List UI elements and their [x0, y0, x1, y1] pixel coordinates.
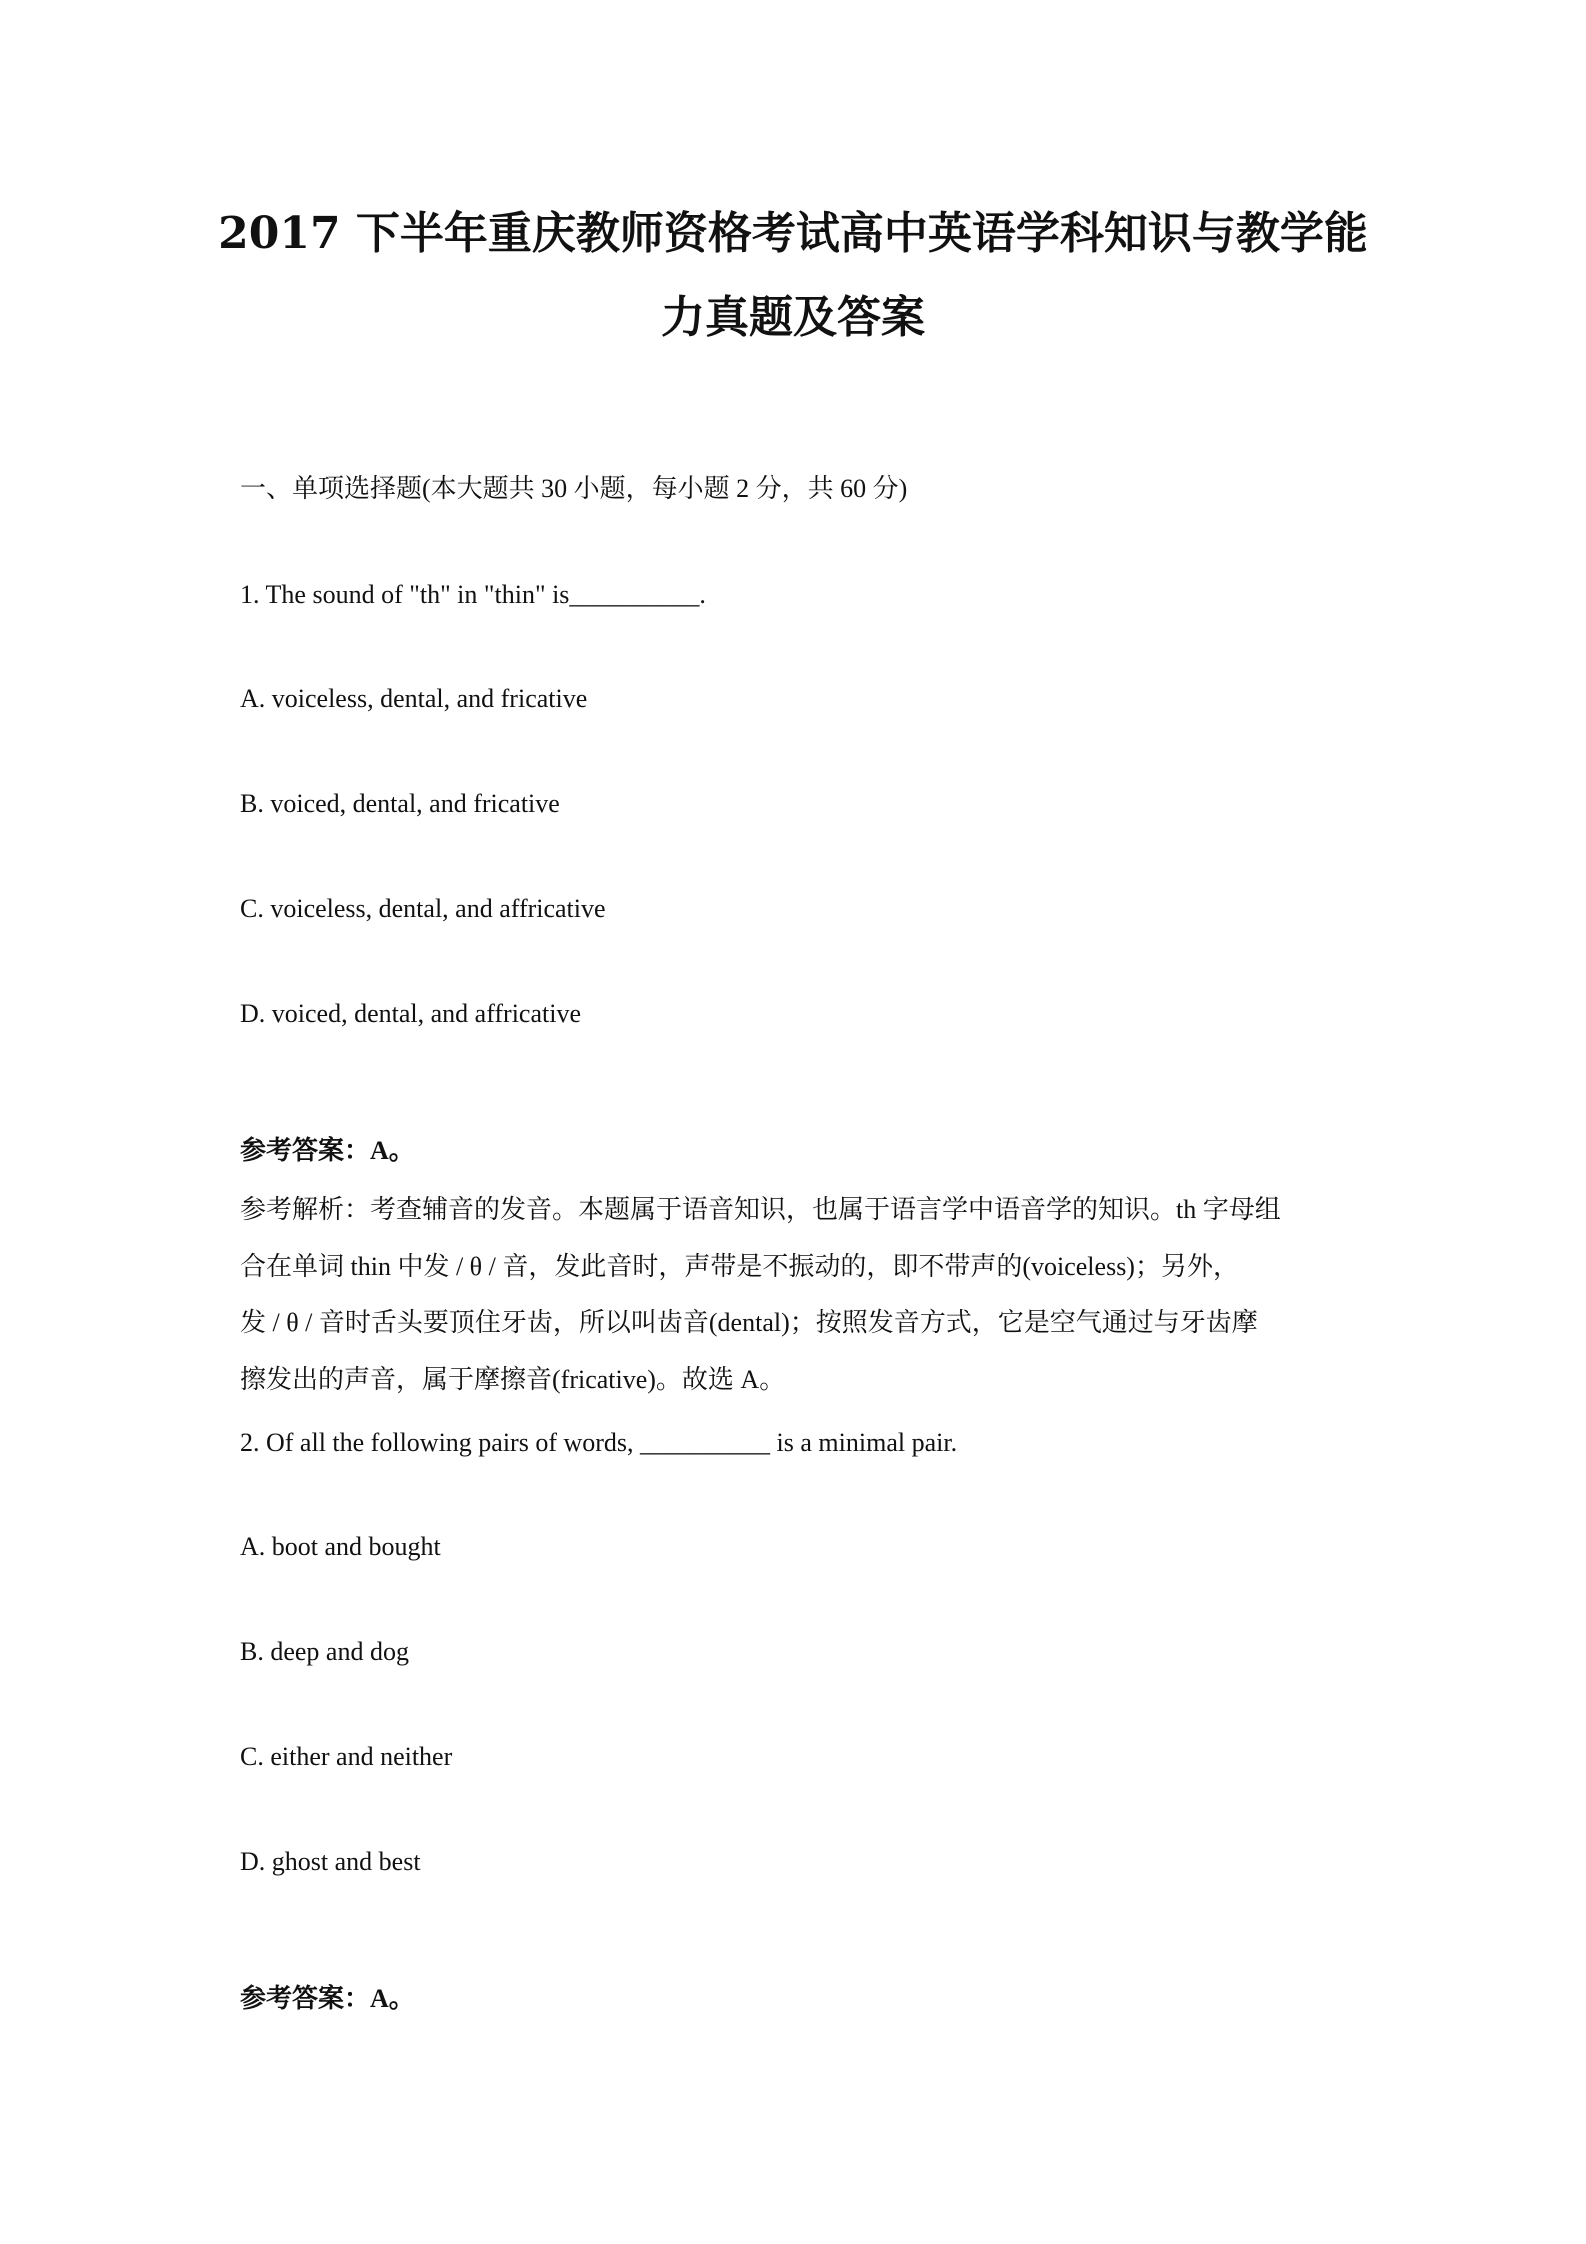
analysis-line: 合在单词 thin 中发 / θ / 音，发此音时，声带是不振动的，即不带声的(voiceless)；另外， — [240, 1251, 1239, 1281]
analysis-line: 发 / θ / 音时舌头要顶住牙齿，所以叫齿音(dental)；按照发音方式，它是空气通过与牙齿摩 — [240, 1308, 1258, 1337]
question-2-option-b: B. deep and dog — [240, 1637, 409, 1666]
question-1-option-b: B. voiced, dental, and fricative — [240, 789, 560, 818]
question-1-option-a: A. voiceless, dental, and fricative — [240, 684, 588, 713]
document-title-line-1: 2017 下半年重庆教师资格考试高中英语学科知识与教学能 — [218, 208, 1368, 259]
section-heading: 一、单项选择题(本大题共 30 小题，每小题 2 分，共 60 分) — [240, 474, 908, 503]
question-2-stem: 2. Of all the following pairs of words, __________ is a minimal pair. — [240, 1428, 958, 1457]
question-2-option-c: C. either and neither — [240, 1742, 453, 1771]
analysis-line: 擦发出的声音，属于摩擦音(fricative)。故选 A。 — [240, 1364, 786, 1394]
question-1-answer: 参考答案：A。 — [240, 1136, 415, 1165]
question-1-option-c: C. voiceless, dental, and affricative — [240, 894, 606, 923]
question-1-analysis — [240, 1182, 1360, 1408]
document-title-line-2: 力真题及答案 — [661, 292, 925, 343]
question-2-option-d: D. ghost and best — [240, 1847, 421, 1876]
question-2-option-a: A. boot and bought — [240, 1532, 441, 1561]
question-1-option-d: D. voiced, dental, and affricative — [240, 999, 581, 1028]
analysis-line: 参考解析：考查辅音的发音。本题属于语音知识，也属于语言学中语音学的知识。th 字母组 — [240, 1195, 1281, 1224]
question-1-stem: 1. The sound of "th" in "thin" is__________. — [240, 580, 706, 609]
question-2-answer: 参考答案：A。 — [240, 1984, 415, 2013]
